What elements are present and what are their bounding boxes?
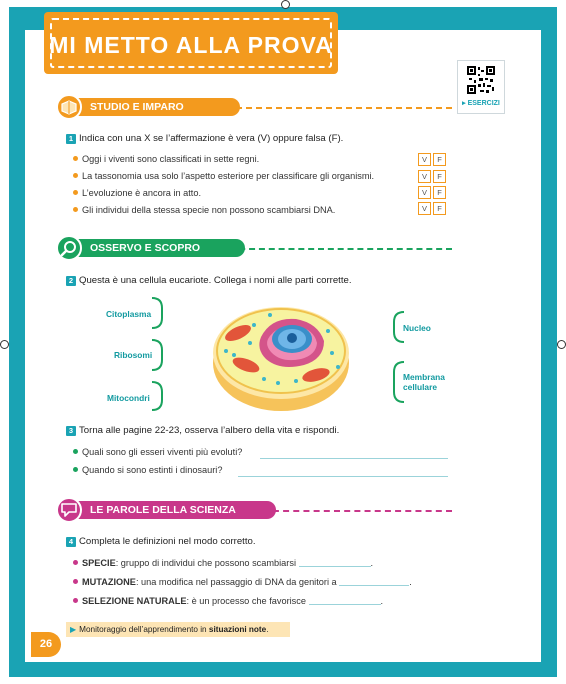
question-1	[66, 133, 343, 144]
question-2	[66, 275, 352, 286]
false-checkbox[interactable]: F	[433, 170, 446, 183]
page-number: 26	[31, 632, 61, 657]
definition-item: MUTAZIONE: una modifica nel passaggio di DNA da genitori a .	[73, 577, 412, 587]
speech-bubble-icon	[56, 497, 82, 523]
list-item: La tassonomia usa solo l’aspetto esteriore per classificare gli organismi.	[73, 171, 374, 181]
true-checkbox[interactable]: V	[418, 186, 431, 199]
question-number: 4	[66, 537, 76, 547]
label-ribosomes[interactable]: Ribosomi	[114, 350, 153, 360]
question-text: Torna alle pagine 22-23, osserva l’albero della vita e rispondi.	[79, 425, 340, 436]
list-item: Oggi i viventi sono classificati in sette regni.	[73, 154, 259, 164]
list-item: Gli individui della stessa specie non possono scambiarsi DNA.	[73, 205, 335, 215]
section-title: STUDIO E IMPARO	[90, 101, 184, 113]
true-checkbox[interactable]: V	[418, 153, 431, 166]
question-text: Indica con una X se l’affermazione è vera (V) oppure falsa (F).	[79, 133, 344, 144]
book-icon	[56, 94, 82, 120]
question-text: Questa è una cellula eucariote. Collega i nomi alle parti corrette.	[79, 275, 352, 286]
qr-code-icon	[466, 65, 496, 95]
section-title: LE PAROLE DELLA SCIENZA	[90, 504, 236, 516]
question-text: Completa le definizioni nel modo corretto.	[79, 536, 256, 547]
left-brackets	[150, 296, 170, 412]
registration-mark-top	[281, 0, 290, 9]
monitoring-note: ▶ Monitoraggio dell’apprendimento in situazioni note.	[66, 622, 290, 637]
false-checkbox[interactable]: F	[433, 186, 446, 199]
true-checkbox[interactable]: V	[418, 202, 431, 215]
qr-code-box[interactable]	[457, 60, 505, 114]
title-banner	[44, 12, 338, 74]
list-item: L’evoluzione è ancora in atto.	[73, 188, 201, 198]
answer-line[interactable]	[238, 476, 448, 477]
question-number: 1	[66, 134, 76, 144]
arrow-icon: ▶	[70, 625, 77, 634]
list-item: Quando si sono estinti i dinosauri?	[73, 465, 222, 475]
section-header-osservo	[60, 239, 245, 257]
answer-blank[interactable]	[309, 596, 381, 605]
definition-item: SELEZIONE NATURALE: è un processo che favorisce .	[73, 596, 383, 606]
eukaryotic-cell-illustration	[206, 295, 356, 415]
answer-blank[interactable]	[299, 558, 371, 567]
question-number: 2	[66, 276, 76, 286]
answer-line[interactable]	[260, 458, 448, 459]
false-checkbox[interactable]: F	[433, 153, 446, 166]
question-3	[66, 425, 339, 436]
label-nucleus[interactable]: Nucleo	[403, 323, 431, 333]
label-cytoplasm[interactable]: Citoplasma	[106, 309, 152, 319]
list-item: Quali sono gli esseri viventi più evoluti?	[73, 447, 242, 457]
registration-mark-right	[557, 340, 566, 349]
question-number: 3	[66, 426, 76, 436]
label-membrane[interactable]: Membrana cellulare	[403, 372, 445, 392]
label-mitochondria[interactable]: Mitocondri	[107, 393, 150, 403]
magnifier-icon	[56, 235, 82, 261]
false-checkbox[interactable]: F	[433, 202, 446, 215]
answer-blank[interactable]	[339, 577, 409, 586]
question-4	[66, 536, 256, 547]
registration-mark-left	[0, 340, 9, 349]
true-checkbox[interactable]: V	[418, 170, 431, 183]
section-header-studio	[60, 98, 240, 116]
definition-item: SPECIE: gruppo di individui che possono scambiarsi .	[73, 558, 373, 568]
section-header-parole	[60, 501, 276, 519]
section-title: OSSERVO E SCOPRO	[90, 242, 201, 254]
qr-label: ▸ ESERCIZI	[462, 100, 500, 107]
page-title: MI METTO ALLA PROVA	[49, 32, 333, 58]
